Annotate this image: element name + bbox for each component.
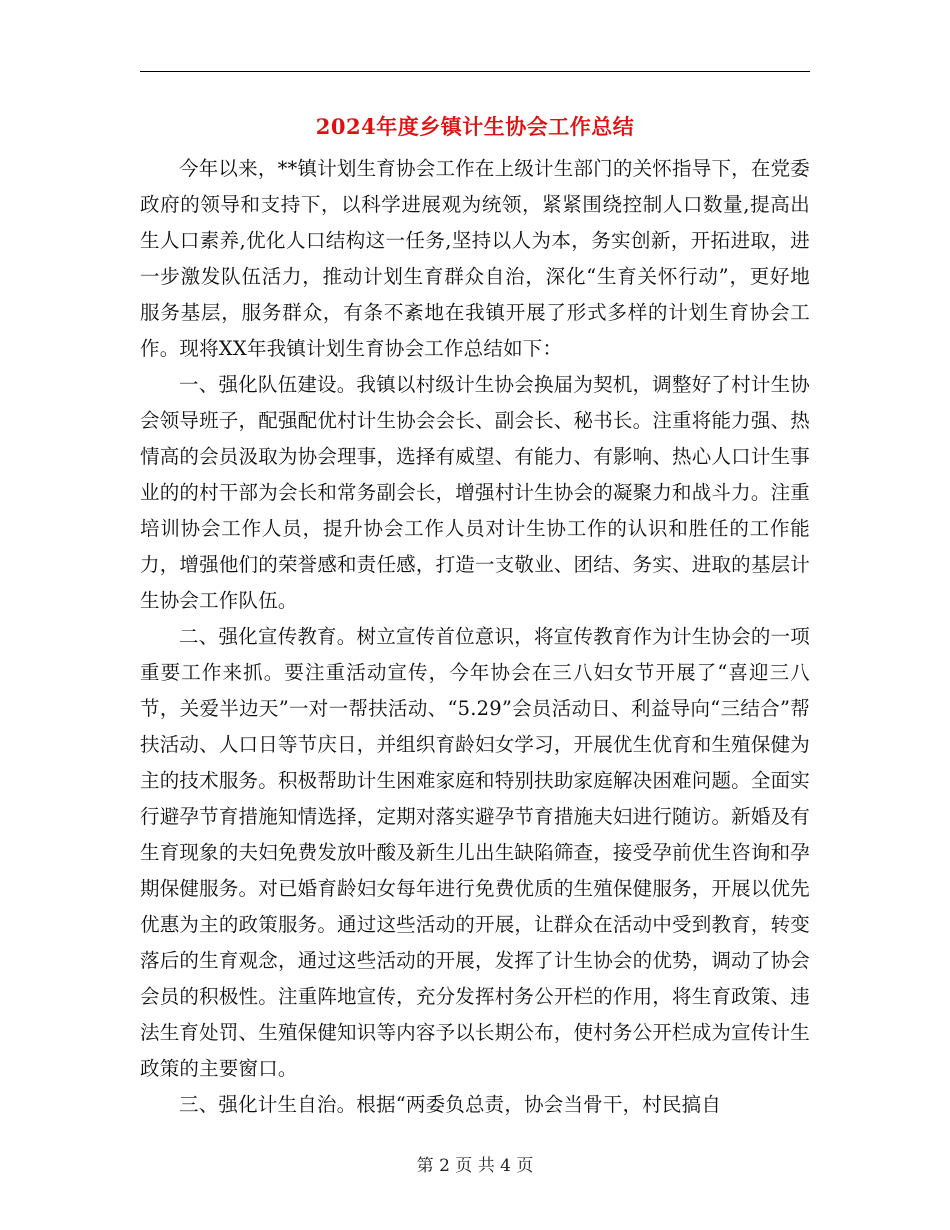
paragraph-self-governance: 三、强化计生自治。根据“两委负总责，协会当骨干，村民搞自 xyxy=(179,1093,722,1116)
paragraph-publicity-education: 二、强化宣传教育。树立宣传首位意识，将宣传教育作为计生协会的一项重要工作来抓。要注重活动宣传，今年协会在三八妇女节开展了“喜迎三八节，关爱半边天”一对一帮扶活动、“5.29”会员活动日、利益导向“三结合”帮扶活动、人口日等节庆日，并组织育龄妇女学习，开展优生优育和生殖保健为主的技术服务。积极帮助计生困难家庭和特别扶助家庭解决困难问题。全面实行避孕节育措施知情选择，定期对落实避孕节育措施夫妇进行随访。新婚及有生育现象的夫妇免费发放叶酸及新生儿出生缺陷筛查，接受孕前优生咨询和孕期保健服务。对已婚育龄妇女每年进行免费优质的生殖保健服务，开展以优先优惠为主的政策服务。通过这些活动的开展，让群众在活动中受到教育，转变落后的生育观念，通过这些活动的开展，发挥了计生协会的优势，调动了协会会员的积极性。注重阵地宣传，充分发挥村务公开栏的作用，将生育政策、违法生育处罚、生殖保健知识等内容予以长期公布，使村务公开栏成为宣传计生政策的主要窗口。 xyxy=(140,625,810,1080)
page-footer xyxy=(140,1154,810,1178)
document-title: 2024年度乡镇计生协会工作总结 xyxy=(315,114,635,139)
paragraph-intro: 今年以来，**镇计划生育协会工作在上级计生部门的关怀指导下，在党委政府的领导和支持下，以科学进展观为统领，紧紧围绕控制人口数量,提高出生人口素养,优化人口结构这一任务,坚持以人为本，务实创新，开拓进取，进一步激发队伍活力，推动计划生育群众自治，深化“生育关怀行动”，更好地服务基层，服务群众，有条不紊地在我镇开展了形式多样的计划生育协会工作。现将XX年我镇计划生育协会工作总结如下： xyxy=(140,157,810,360)
paragraph-team-building: 一、强化队伍建设。我镇以村级计生协会换届为契机，调整好了村计生协会领导班子，配强配优村计生协会会长、副会长、秘书长。注重将能力强、热情高的会员汲取为协会理事，选择有威望、有能力、有影响、热心人口计生事业的的村干部为会长和常务副会长，增强村计生协会的凝聚力和战斗力。注重培训协会工作人员，提升协会工作人员对计生协工作的认识和胜任的工作能力，增强他们的荣誉感和责任感，打造一支敬业、团结、务实、进取的基层计生协会工作队伍。 xyxy=(140,373,810,612)
page-number: 第 2 页 共 4 页 xyxy=(416,1156,534,1176)
document-body xyxy=(140,151,810,1123)
header-rule xyxy=(140,71,810,72)
